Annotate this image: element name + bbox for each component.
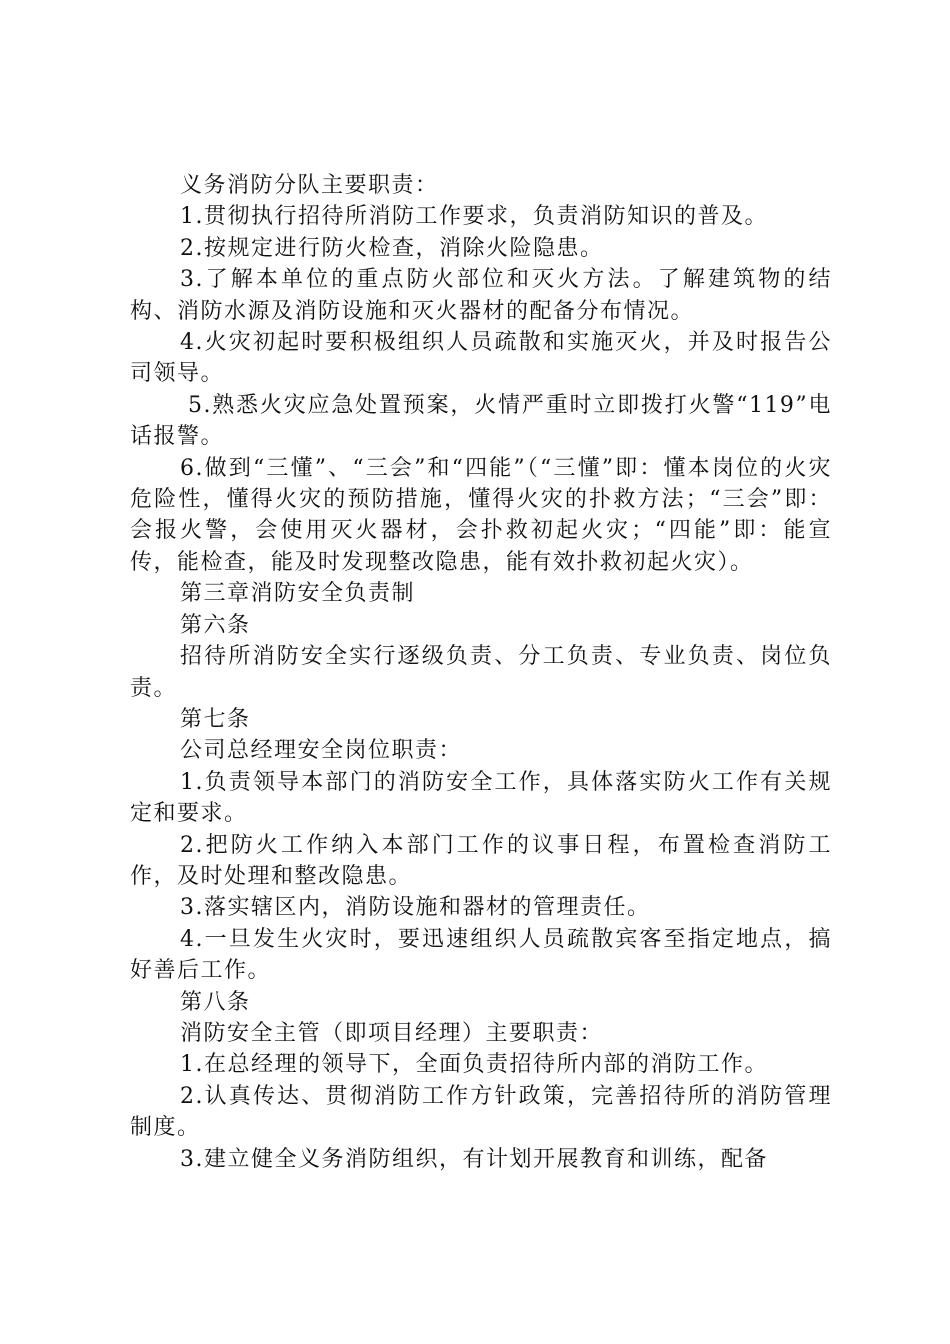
paragraph-duty-2: 2.按规定进行防火检查，消除火险隐患。	[180, 235, 604, 261]
paragraph-duty-6: 6.做到“三懂”、“三会”和“四能”（“三懂”即：懂本岗位的火灾危险性，懂得火灾的预防措施，懂得火灾的扑救方法；“三会”即：会报火警，会使用灭火器材，会扑救初起火灾；“四能”即：能宣传，能检查，能及时发现整改隐患，能有效扑救初起火灾）。	[130, 455, 832, 575]
gm-duty-4: 4.一旦发生火灾时，要迅速组织人员疏散宾客至指定地点，搞好善后工作。	[130, 926, 832, 984]
gm-duties-heading: 公司总经理安全岗位职责：	[180, 738, 463, 764]
supervisor-duty-3: 3.建立健全义务消防组织，有计划开展教育和训练，配备	[180, 1146, 768, 1172]
gm-duty-1: 1.负责领导本部门的消防安全工作，具体落实防火工作有关规定和要求。	[130, 769, 832, 827]
article-6-body: 招待所消防安全实行逐级负责、分工负责、专业负责、岗位负责。	[130, 644, 832, 701]
article-8-heading: 第八条	[180, 989, 251, 1015]
paragraph-volunteer-team-duties-heading: 义务消防分队主要职责：	[180, 173, 439, 198]
article-7-heading: 第七条	[180, 706, 251, 732]
paragraph-duty-3: 3.了解本单位的重点防火部位和灭火方法。了解建筑物的结构、消防水源及消防设施和灭火器材的配备分布情况。	[130, 267, 832, 324]
gm-duty-2: 2.把防火工作纳入本部门工作的议事日程，布置检查消防工作，及时处理和整改隐患。	[130, 832, 832, 889]
document-body	[130, 170, 832, 1175]
supervisor-duty-1: 1.在总经理的领导下，全面负责招待所内部的消防工作。	[180, 1052, 768, 1078]
paragraph-duty-5: 5.熟悉火灾应急处置预案，火情严重时立即拨打火警“119”电话报警。	[130, 392, 832, 450]
paragraph-duty-1: 1.贯彻执行招待所消防工作要求，负责消防知识的普及。	[180, 204, 768, 230]
chapter-3-heading: 第三章消防安全负责制	[180, 581, 416, 607]
supervisor-duty-2: 2.认真传达、贯彻消防工作方针政策，完善招待所的消防管理制度。	[130, 1083, 832, 1141]
article-6-heading: 第六条	[180, 612, 251, 638]
supervisor-duties-heading: 消防安全主管（即项目经理）主要职责：	[180, 1020, 604, 1046]
gm-duty-3: 3.落实辖区内，消防设施和器材的管理责任。	[180, 895, 651, 921]
paragraph-duty-4: 4.火灾初起时要积极组织人员疏散和实施灭火，并及时报告公司领导。	[130, 330, 832, 387]
